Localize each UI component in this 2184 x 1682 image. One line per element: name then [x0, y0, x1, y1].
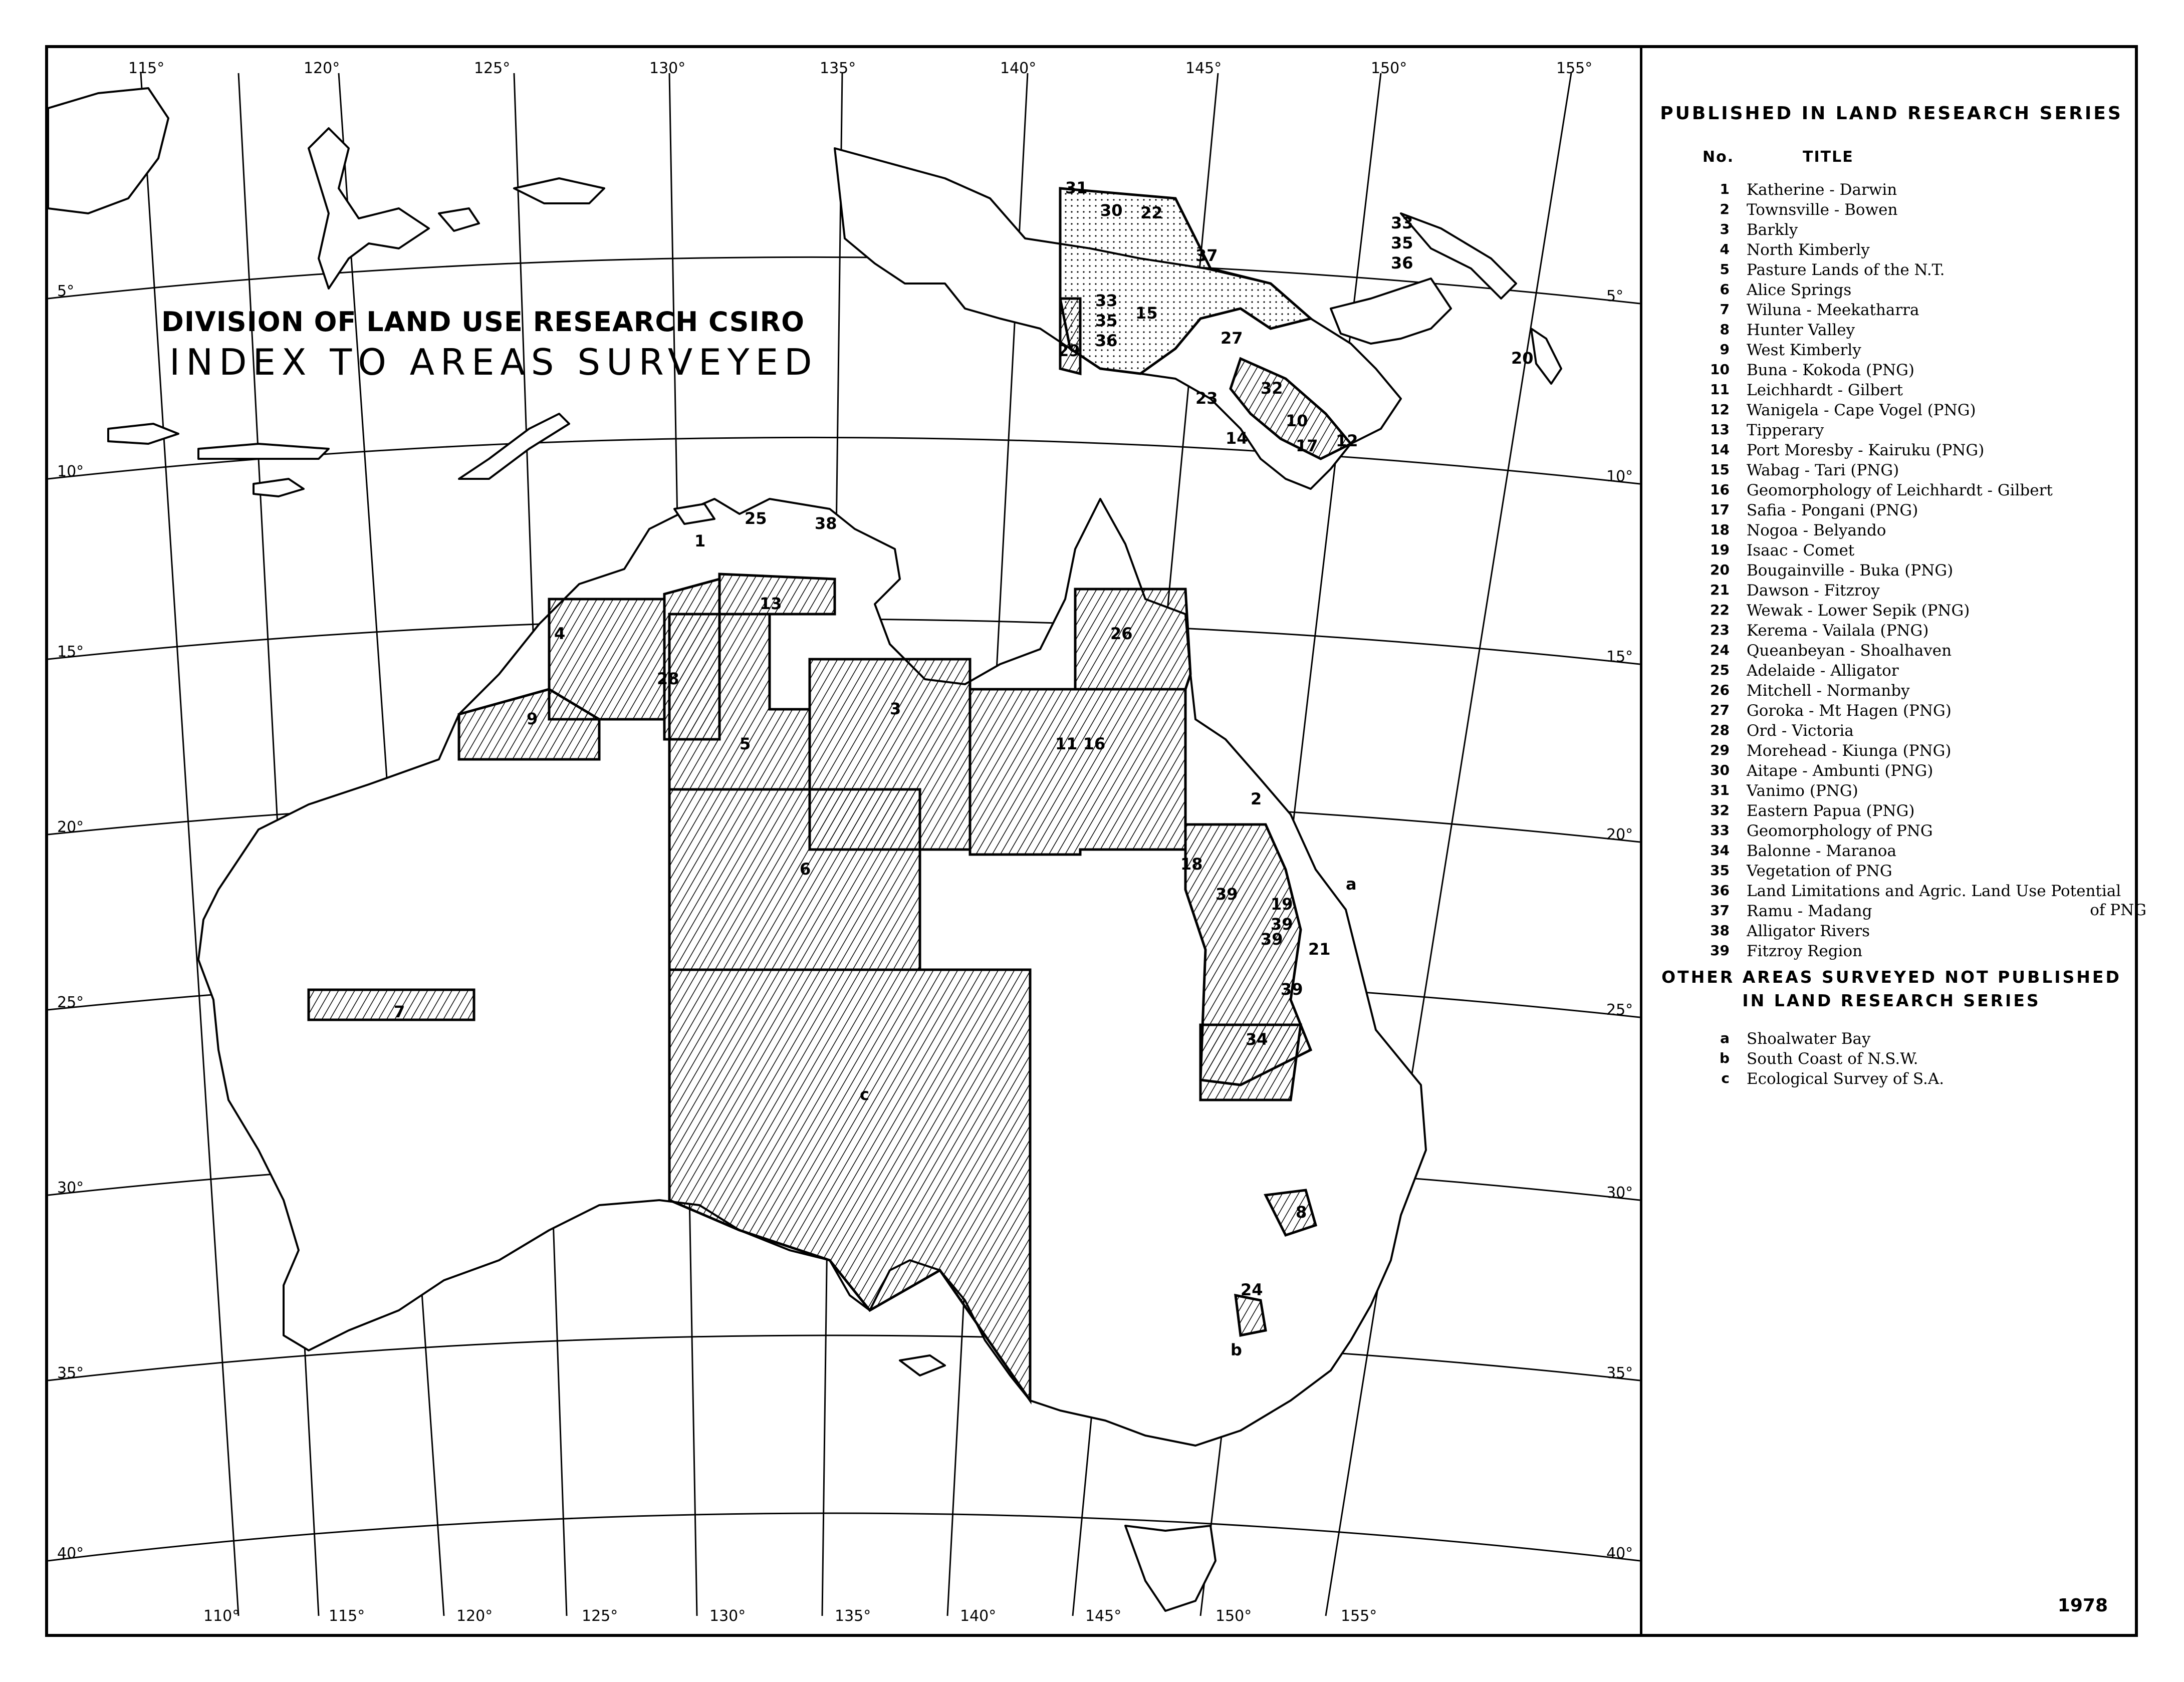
- flores: [198, 444, 329, 459]
- lon-label: 130°: [709, 1607, 746, 1625]
- lat-label: 15°: [1606, 648, 1633, 666]
- legend-title: Port Moresby - Kairuku (PNG): [1747, 441, 1985, 459]
- area-label: 22: [1140, 203, 1163, 222]
- legend-number: 3: [1720, 221, 1730, 237]
- map-year: 1978: [2057, 1595, 2108, 1616]
- legend-title: Queanbeyan - Shoalhaven: [1747, 642, 1952, 660]
- lon-label: 140°: [1000, 60, 1037, 77]
- area-label: 17: [1296, 436, 1318, 455]
- lat-label: 5°: [1606, 288, 1624, 305]
- area-label: 14: [1226, 429, 1248, 448]
- legend-title: Hunter Valley: [1747, 321, 1855, 339]
- other-title: Shoalwater Bay: [1747, 1030, 1871, 1048]
- legend-number: 11: [1710, 381, 1730, 398]
- other-letter: b: [1719, 1050, 1730, 1066]
- area-label: 26: [1110, 624, 1133, 643]
- area-label: 31: [1065, 178, 1088, 197]
- area-label: 7: [394, 1002, 405, 1021]
- legend-number: 22: [1710, 602, 1730, 618]
- area-label: 18: [1180, 855, 1203, 874]
- legend-number: 12: [1710, 401, 1730, 418]
- lat-label: 25°: [57, 994, 84, 1011]
- sulawesi: [309, 128, 429, 289]
- legend-title: Kerema - Vailala (PNG): [1747, 622, 1929, 640]
- legend-number: 36: [1710, 882, 1730, 899]
- lat-label: 20°: [57, 818, 84, 836]
- legend-title: Morehead - Kiunga (PNG): [1747, 742, 1952, 760]
- area-label: 28: [657, 669, 679, 688]
- legend-title: Wiluna - Meekatharra: [1747, 301, 1919, 319]
- lon-label: 155°: [1556, 60, 1593, 77]
- map-title-index: INDEX TO AREAS SURVEYED: [169, 341, 818, 383]
- lat-label: 30°: [1606, 1184, 1633, 1202]
- lat-label: 40°: [57, 1545, 84, 1562]
- other-letter: a: [1720, 1030, 1730, 1046]
- borneo: [48, 88, 168, 213]
- lon-label: 125°: [582, 1607, 618, 1625]
- area-label: 11 16: [1055, 734, 1106, 753]
- legend-title: Aitape - Ambunti (PNG): [1747, 762, 1933, 780]
- other-letter: c: [1721, 1070, 1730, 1086]
- area-label: 27: [1221, 329, 1243, 348]
- area-label: 39: [1216, 885, 1238, 904]
- lat-label: 5°: [57, 283, 75, 300]
- sumbawa: [108, 424, 178, 444]
- other-heading-line1: OTHER AREAS SURVEYED NOT PUBLISHED: [1661, 967, 2121, 987]
- area-label: 34: [1246, 1030, 1268, 1049]
- left-latitude-labels: [57, 283, 84, 1562]
- legend-title: Land Limitations and Agric. Land Use Potential: [1747, 882, 2121, 900]
- timor: [459, 414, 569, 479]
- legend-number: 15: [1710, 461, 1730, 478]
- legend-title: North Kimberly: [1747, 241, 1870, 259]
- legend-title: Nogoa - Belyando: [1747, 521, 1886, 539]
- area-label: 2: [1251, 789, 1262, 808]
- legend-title: Eastern Papua (PNG): [1747, 802, 1915, 820]
- area-label: 13: [760, 594, 782, 613]
- lon-label: 115°: [329, 1607, 365, 1625]
- area-label: 10: [1286, 411, 1308, 430]
- area-7: [309, 990, 474, 1020]
- legend-number: 9: [1720, 341, 1730, 358]
- lon-label: 140°: [960, 1607, 997, 1625]
- legend-title: Katherine - Darwin: [1747, 181, 1897, 199]
- legend-number: 13: [1710, 421, 1730, 438]
- legend-number: 2: [1720, 201, 1730, 217]
- new-britain: [1331, 278, 1451, 344]
- lat-label: 30°: [57, 1179, 84, 1197]
- area-label: 39: [1271, 915, 1293, 934]
- legend-number: 18: [1710, 521, 1730, 538]
- legend-number: 32: [1710, 802, 1730, 818]
- area-label: 8: [1296, 1203, 1307, 1222]
- lat-label: 10°: [1606, 468, 1633, 485]
- seram: [514, 178, 604, 203]
- legend-title: Wanigela - Cape Vogel (PNG): [1747, 401, 1976, 419]
- area-6: [669, 789, 920, 970]
- area-label: 39: [1281, 980, 1303, 999]
- area-label: 30: [1100, 201, 1123, 220]
- area-11-16: [970, 689, 1185, 855]
- lat-label: 35°: [1606, 1364, 1633, 1382]
- lat-label: 35°: [57, 1364, 84, 1382]
- lon-label: 110°: [203, 1607, 240, 1625]
- area-26: [1075, 589, 1190, 689]
- area-label: 25: [745, 509, 767, 528]
- buru: [439, 208, 479, 231]
- legend-number: 37: [1710, 902, 1730, 919]
- area-label: 20: [1511, 349, 1534, 368]
- area-label: 21: [1308, 940, 1331, 959]
- legend-number: 24: [1710, 642, 1730, 658]
- legend-title: Townsville - Bowen: [1747, 201, 1898, 219]
- legend-number: 25: [1710, 662, 1730, 678]
- legend-title: Dawson - Fitzroy: [1747, 582, 1880, 600]
- area-label: 29: [1058, 341, 1080, 360]
- legend-title: Vegetation of PNG: [1747, 862, 1892, 880]
- lon-label: 150°: [1216, 1607, 1252, 1625]
- legend-number: 21: [1710, 582, 1730, 598]
- legend-number: 19: [1710, 541, 1730, 558]
- legend-heading: PUBLISHED IN LAND RESEARCH SERIES: [1660, 103, 2123, 124]
- lon-label: 135°: [820, 60, 856, 77]
- area-label: a: [1346, 875, 1357, 894]
- map-title-division: DIVISION OF LAND USE RESEARCH CSIRO: [161, 306, 805, 338]
- area-label: 1: [694, 531, 706, 550]
- area-label: 5: [740, 734, 751, 753]
- legend-number: 30: [1710, 762, 1730, 778]
- legend-number: 20: [1710, 562, 1730, 578]
- area-label: 23: [1195, 389, 1218, 408]
- area-label: 3: [890, 699, 901, 718]
- legend-title: Mitchell - Normanby: [1747, 682, 1910, 700]
- lon-label: 125°: [474, 60, 511, 77]
- lat-label: 20°: [1606, 826, 1633, 844]
- legend-number: 6: [1720, 281, 1730, 298]
- legend-title: Geomorphology of PNG: [1747, 822, 1933, 840]
- legend-number: 33: [1710, 822, 1730, 838]
- legend-title: Ord - Victoria: [1747, 722, 1854, 740]
- lon-label: 150°: [1371, 60, 1407, 77]
- legend-title: Wewak - Lower Sepik (PNG): [1747, 602, 1970, 620]
- lon-label: 120°: [456, 1607, 493, 1625]
- legend-title: Pasture Lands of the N.T.: [1747, 261, 1945, 279]
- area-label: 15: [1135, 304, 1158, 323]
- other-title: Ecological Survey of S.A.: [1747, 1070, 1945, 1088]
- legend-title: Adelaide - Alligator: [1747, 662, 1899, 680]
- area-label: 19: [1271, 895, 1293, 914]
- legend-title: Isaac - Comet: [1747, 541, 1855, 559]
- area-label: 36: [1095, 331, 1118, 350]
- area-29: [1060, 299, 1080, 374]
- lat-label: 25°: [1606, 1001, 1633, 1019]
- area-label: 6: [800, 860, 811, 879]
- legend-title: Geomorphology of Leichhardt - Gilbert: [1747, 481, 2053, 499]
- legend-number: 1: [1720, 181, 1730, 197]
- legend-title: Bougainville - Buka (PNG): [1747, 562, 1954, 580]
- legend-number: 27: [1710, 702, 1730, 718]
- area-label: b: [1231, 1340, 1242, 1359]
- legend-number: 29: [1710, 742, 1730, 758]
- area-label: 37: [1195, 246, 1218, 265]
- legend-col-no: No.: [1703, 148, 1735, 166]
- legend-number: 5: [1720, 261, 1730, 277]
- lon-label: 145°: [1085, 1607, 1122, 1625]
- area-label: 35: [1095, 311, 1118, 330]
- area-label: 36: [1391, 253, 1413, 272]
- index-map: [48, 48, 1640, 1634]
- legend-title: Buna - Kokoda (PNG): [1747, 361, 1914, 379]
- lon-label: 130°: [649, 60, 686, 77]
- lon-label: 145°: [1185, 60, 1222, 77]
- legend-number: 34: [1710, 842, 1730, 859]
- legend-title: Fitzroy Region: [1747, 942, 1863, 960]
- bougainville: [1531, 329, 1561, 384]
- legend-number: 39: [1710, 942, 1730, 959]
- legend-number: 16: [1710, 481, 1730, 498]
- area-label: 33: [1391, 213, 1413, 232]
- area-label: 9: [527, 709, 538, 728]
- legend-title: Ramu - Madang: [1747, 902, 1872, 920]
- legend-number: 28: [1710, 722, 1730, 738]
- area-label: 35: [1391, 233, 1413, 252]
- legend-title: Alice Springs: [1747, 281, 1852, 299]
- legend-title: Vanimo (PNG): [1747, 782, 1858, 800]
- lat-label: 15°: [57, 643, 84, 661]
- legend-number: 17: [1710, 501, 1730, 518]
- area-label: 39: [1261, 930, 1283, 949]
- legend-number: 4: [1720, 241, 1730, 257]
- area-label: 12: [1336, 431, 1358, 450]
- lon-label: 115°: [128, 60, 165, 77]
- map-sheet: [45, 45, 2146, 1637]
- legend-number: 10: [1710, 361, 1730, 378]
- lon-label: 155°: [1341, 1607, 1377, 1625]
- legend-number: 26: [1710, 682, 1730, 698]
- lat-label: 10°: [57, 463, 84, 480]
- lat-label: 40°: [1606, 1545, 1633, 1562]
- legend-title: West Kimberly: [1747, 341, 1861, 359]
- legend-title: Goroka - Mt Hagen (PNG): [1747, 702, 1952, 720]
- legend-title: Safia - Pongani (PNG): [1747, 501, 1918, 519]
- legend-number: 23: [1710, 622, 1730, 638]
- legend-number: 31: [1710, 782, 1730, 798]
- other-title: South Coast of N.S.W.: [1747, 1050, 1918, 1068]
- legend-title: Tipperary: [1747, 421, 1824, 439]
- legend-number: 38: [1710, 922, 1730, 939]
- legend-title: Balonne - Maranoa: [1747, 842, 1896, 860]
- area-label: c: [860, 1085, 869, 1104]
- area-label: 38: [815, 514, 837, 533]
- legend-panel: [1640, 48, 2146, 1634]
- area-24: [1236, 1295, 1266, 1335]
- top-longitude-labels: [128, 60, 1592, 77]
- area-label: 32: [1261, 379, 1283, 398]
- legend-title: Wabag - Tari (PNG): [1747, 461, 1899, 479]
- area-label: 33: [1095, 291, 1118, 310]
- legend-title-continued: of PNG: [2090, 901, 2146, 919]
- legend-number: 35: [1710, 862, 1730, 879]
- kangaroo-island: [900, 1355, 945, 1375]
- area-label: 24: [1241, 1280, 1263, 1299]
- legend-number: 7: [1720, 301, 1730, 318]
- area-label: 4: [554, 624, 566, 643]
- legend-number: 8: [1720, 321, 1730, 338]
- legend-col-title: TITLE: [1803, 148, 1854, 166]
- right-latitude-labels: [1606, 288, 1633, 1562]
- legend-number: 14: [1710, 441, 1730, 458]
- sumba: [254, 479, 304, 496]
- legend-title: Leichhardt - Gilbert: [1747, 381, 1903, 399]
- legend-title: Alligator Rivers: [1747, 922, 1870, 940]
- legend-title: Barkly: [1747, 221, 1798, 239]
- lon-label: 135°: [835, 1607, 871, 1625]
- other-heading-line2: IN LAND RESEARCH SERIES: [1742, 991, 2041, 1010]
- lon-label: 120°: [304, 60, 340, 77]
